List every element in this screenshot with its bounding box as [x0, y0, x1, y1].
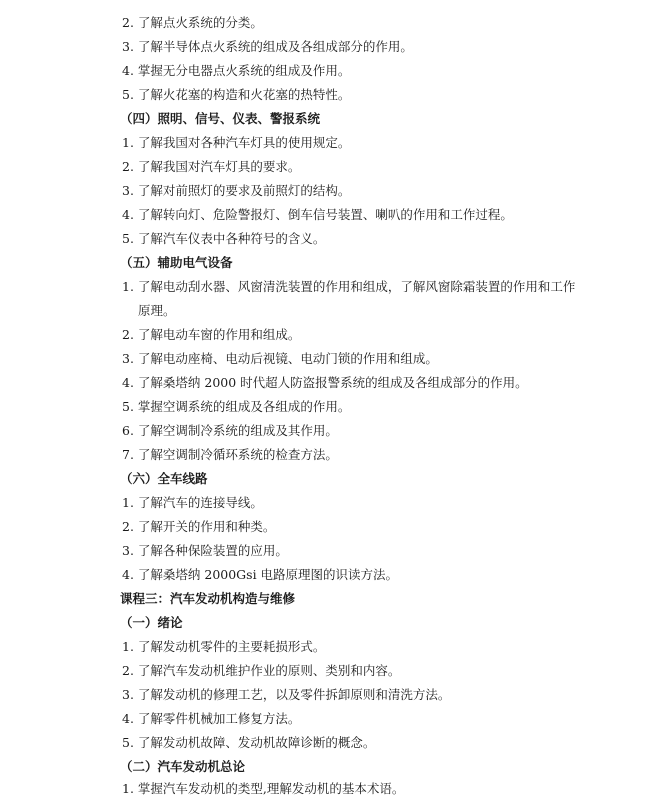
list-item: 5. 了解汽车仪表中各种符号的含义。	[122, 231, 326, 246]
list-item: 3. 了解对前照灯的要求及前照灯的结构。	[122, 183, 351, 198]
list-item: 6. 了解空调制冷系统的组成及其作用。	[122, 423, 338, 438]
list-item: 2. 了解开关的作用和种类。	[122, 519, 276, 534]
list-item: 5. 了解发动机故障、发动机故障诊断的概念。	[122, 735, 376, 750]
list-item: 4. 了解零件机械加工修复方法。	[122, 711, 301, 726]
section-heading: （六）全车线路	[120, 471, 208, 486]
list-item: 4. 掌握无分电器点火系统的组成及作用。	[122, 63, 351, 78]
section-heading: 课程三：汽车发动机构造与维修	[120, 591, 296, 606]
list-item: 3. 了解半导体点火系统的组成及各组成部分的作用。	[122, 39, 413, 54]
list-item: 3. 了解电动座椅、电动后视镜、电动门锁的作用和组成。	[122, 351, 438, 366]
list-item: 3. 了解发动机的修理工艺，以及零件拆卸原则和清洗方法。	[122, 687, 451, 702]
list-item: 2. 了解我国对汽车灯具的要求。	[122, 159, 301, 174]
list-item: 4. 了解桑塔纳 2000 时代超人防盗报警系统的组成及各组成部分的作用。	[122, 375, 528, 390]
list-item: 1. 了解我国对各种汽车灯具的使用规定。	[122, 135, 351, 150]
list-item: 3. 了解各种保险装置的应用。	[122, 543, 288, 558]
list-item: 1. 了解电动刮水器、风窗清洗装置的作用和组成，了解风窗除霜装置的作用和工作	[122, 279, 576, 294]
section-heading: （五）辅助电气设备	[120, 255, 233, 270]
section-heading: （二）汽车发动机总论	[120, 759, 246, 774]
list-item: 1. 掌握汽车发动机的类型,理解发动机的基本术语。	[122, 781, 405, 796]
section-heading: （四）照明、信号、仪表、警报系统	[120, 111, 321, 126]
list-item: 7. 了解空调制冷循环系统的检查方法。	[122, 447, 338, 462]
list-item: 2. 了解汽车发动机维护作业的原则、类别和内容。	[122, 663, 401, 678]
list-item: 5. 掌握空调系统的组成及各组成的作用。	[122, 399, 351, 414]
list-item: 1. 了解汽车的连接导线。	[122, 495, 263, 510]
list-item: 1. 了解发动机零件的主要耗损形式。	[122, 639, 326, 654]
list-item: 4. 了解转向灯、危险警报灯、倒车信号装置、喇叭的作用和工作过程。	[122, 207, 513, 222]
list-item: 2. 了解电动车窗的作用和组成。	[122, 327, 301, 342]
list-item: 2. 了解点火系统的分类。	[122, 15, 263, 30]
list-item: 4. 了解桑塔纳 2000Gsi 电路原理图的识读方法。	[122, 567, 399, 582]
list-item: 5. 了解火花塞的构造和火花塞的热特性。	[122, 87, 351, 102]
section-heading: （一）绪论	[120, 615, 183, 630]
list-item-continuation: 原理。	[138, 303, 176, 318]
